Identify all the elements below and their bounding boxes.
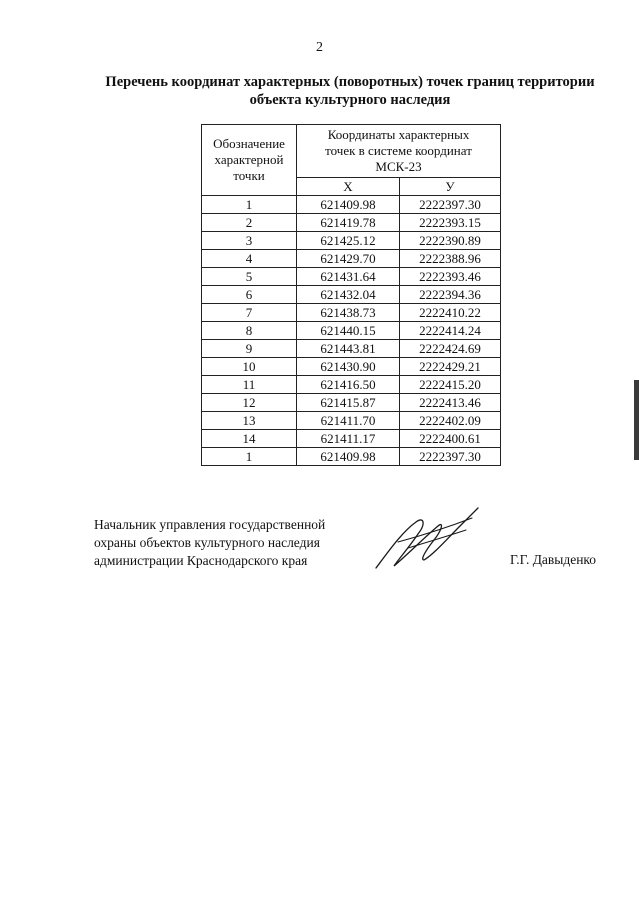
y-coordinate-cell: 2222410.22: [400, 304, 501, 322]
table-row: [202, 268, 501, 286]
header-y: У: [400, 178, 501, 196]
signatory-position-line: администрации Краснодарского края: [94, 553, 308, 568]
point-number-cell: 8: [202, 322, 297, 340]
x-coordinate-cell: 621443.81: [297, 340, 400, 358]
handwritten-signature: [368, 502, 483, 574]
document-title: [60, 73, 639, 109]
x-coordinate-cell: 621409.98: [297, 448, 400, 466]
x-coordinate-cell: 621415.87: [297, 394, 400, 412]
x-coordinate-cell: 621429.70: [297, 250, 400, 268]
page-number: 2: [316, 40, 323, 55]
table-row: [202, 214, 501, 232]
title-line-1: Перечень координат характерных (поворотных) точек границ территории: [105, 74, 595, 90]
x-coordinate-cell: 621438.73: [297, 304, 400, 322]
y-coordinate-cell: 2222393.46: [400, 268, 501, 286]
header-coordinates-line: точек в системе координат: [325, 143, 472, 158]
point-number-cell: 5: [202, 268, 297, 286]
scan-edge-mark: [634, 380, 639, 460]
header-point-name: [202, 125, 297, 196]
table-row: [202, 250, 501, 268]
y-coordinate-cell: 2222394.36: [400, 286, 501, 304]
x-coordinate-cell: 621411.17: [297, 430, 400, 448]
table-row: [202, 286, 501, 304]
table-row: [202, 376, 501, 394]
point-number-cell: 2: [202, 214, 297, 232]
x-coordinate-cell: 621430.90: [297, 358, 400, 376]
point-number-cell: 11: [202, 376, 297, 394]
x-coordinate-cell: 621409.98: [297, 196, 400, 214]
table-row: [202, 430, 501, 448]
x-coordinate-cell: 621416.50: [297, 376, 400, 394]
table-row: [202, 322, 501, 340]
y-coordinate-cell: 2222397.30: [400, 448, 501, 466]
y-coordinate-cell: 2222414.24: [400, 322, 501, 340]
y-coordinate-cell: 2222400.61: [400, 430, 501, 448]
table-row: [202, 358, 501, 376]
x-coordinate-cell: 621440.15: [297, 322, 400, 340]
x-coordinate-cell: 621431.64: [297, 268, 400, 286]
table-row: [202, 340, 501, 358]
point-number-cell: 1: [202, 196, 297, 214]
point-number-cell: 10: [202, 358, 297, 376]
point-number-cell: 1: [202, 448, 297, 466]
table-row: [202, 196, 501, 214]
x-coordinate-cell: 621419.78: [297, 214, 400, 232]
x-coordinate-cell: 621425.12: [297, 232, 400, 250]
coordinates-table: [201, 124, 501, 466]
coordinates-table-body: [202, 196, 501, 466]
table-row: [202, 412, 501, 430]
table-row: [202, 394, 501, 412]
header-point-name-line: Обозначение: [213, 136, 285, 151]
y-coordinate-cell: 2222397.30: [400, 196, 501, 214]
table-row: [202, 304, 501, 322]
header-coordinates-group: [297, 125, 501, 178]
header-point-name-line: точки: [233, 168, 265, 183]
point-number-cell: 7: [202, 304, 297, 322]
point-number-cell: 13: [202, 412, 297, 430]
y-coordinate-cell: 2222393.15: [400, 214, 501, 232]
y-coordinate-cell: 2222390.89: [400, 232, 501, 250]
y-coordinate-cell: 2222415.20: [400, 376, 501, 394]
header-x: X: [297, 178, 400, 196]
point-number-cell: 3: [202, 232, 297, 250]
signatory-position-line: Начальник управления государственной: [94, 517, 326, 532]
y-coordinate-cell: 2222424.69: [400, 340, 501, 358]
point-number-cell: 12: [202, 394, 297, 412]
signatory-name: Г.Г. Давыденко: [510, 552, 597, 567]
title-line-2: объекта культурного наследия: [249, 92, 451, 108]
y-coordinate-cell: 2222429.21: [400, 358, 501, 376]
y-coordinate-cell: 2222388.96: [400, 250, 501, 268]
x-coordinate-cell: 621411.70: [297, 412, 400, 430]
header-point-name-line: характерной: [214, 152, 284, 167]
signatory-position: [94, 516, 325, 570]
y-coordinate-cell: 2222413.46: [400, 394, 501, 412]
header-coordinates-line: МСК-23: [375, 159, 422, 174]
table-row: [202, 448, 501, 466]
table-row: [202, 232, 501, 250]
point-number-cell: 4: [202, 250, 297, 268]
x-coordinate-cell: 621432.04: [297, 286, 400, 304]
point-number-cell: 14: [202, 430, 297, 448]
y-coordinate-cell: 2222402.09: [400, 412, 501, 430]
header-coordinates-line: Координаты характерных: [327, 127, 470, 142]
point-number-cell: 9: [202, 340, 297, 358]
point-number-cell: 6: [202, 286, 297, 304]
signatory-position-line: охраны объектов культурного наследия: [94, 535, 320, 550]
